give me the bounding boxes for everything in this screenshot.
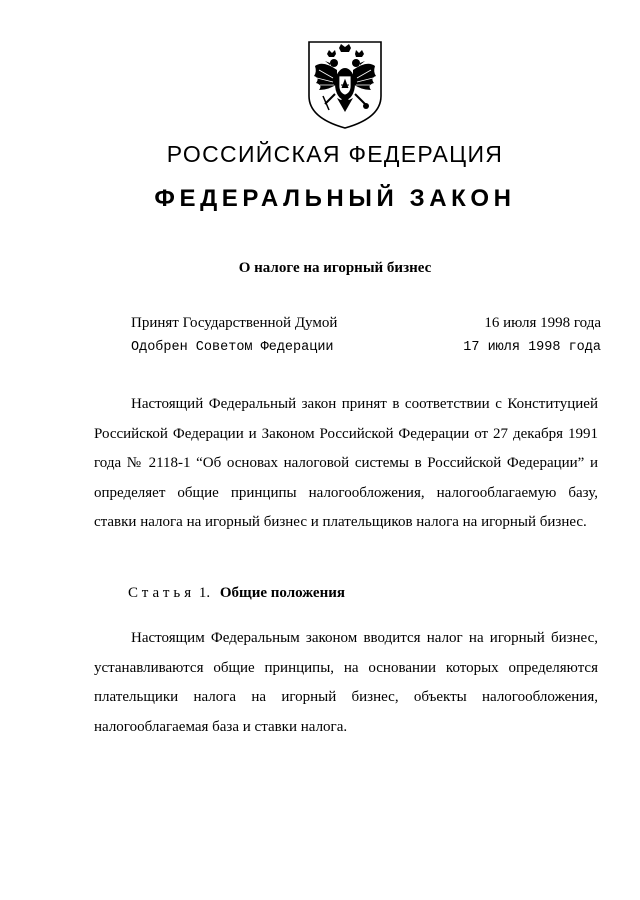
document-type: ФЕДЕРАЛЬНЫЙ ЗАКОН [154,185,516,212]
article-word: Статья [128,585,196,601]
adoption-label: Одобрен Советом Федерации [131,340,334,355]
article-title: Общие положения [219,585,345,601]
adoption-label: Принят Государственной Думой [131,315,338,331]
adoption-row-duma [131,313,601,333]
country-name: РОССИЙСКАЯ ФЕДЕРАЦИЯ [166,141,504,167]
adoption-date: 16 июля 1998 года [484,315,601,331]
article-heading [128,583,345,603]
article-number: 1. [198,585,211,601]
law-title: О налоге на игорный бизнес [238,260,432,276]
article-paragraph: Настоящим Федеральным законом вводится налог на игорный бизнес, устанавливаются общие принципы, на основании которых определяются плательщики налога на игорный бизнес, объекты налогообложения, налогооблагаемая база и ставки налога. [94,630,598,735]
adoption-row-federation-council [131,338,601,358]
russian-coat-of-arms-icon [303,38,387,130]
preamble-paragraph: Настоящий Федеральный закон принят в соответствии с Конституцией Российской Федерации и Законом Российской Федерации от 27 декабря 1991 года № 2118-1 “Об основах налоговой системы в Российской Федерации” и определяет общие принципы налогообложения, налогооблагаемую базу, ставки налога на игорный бизнес и плательщиков налога на игорный бизнес. [94,396,598,530]
adoption-date: 17 июля 1998 года [463,340,601,355]
